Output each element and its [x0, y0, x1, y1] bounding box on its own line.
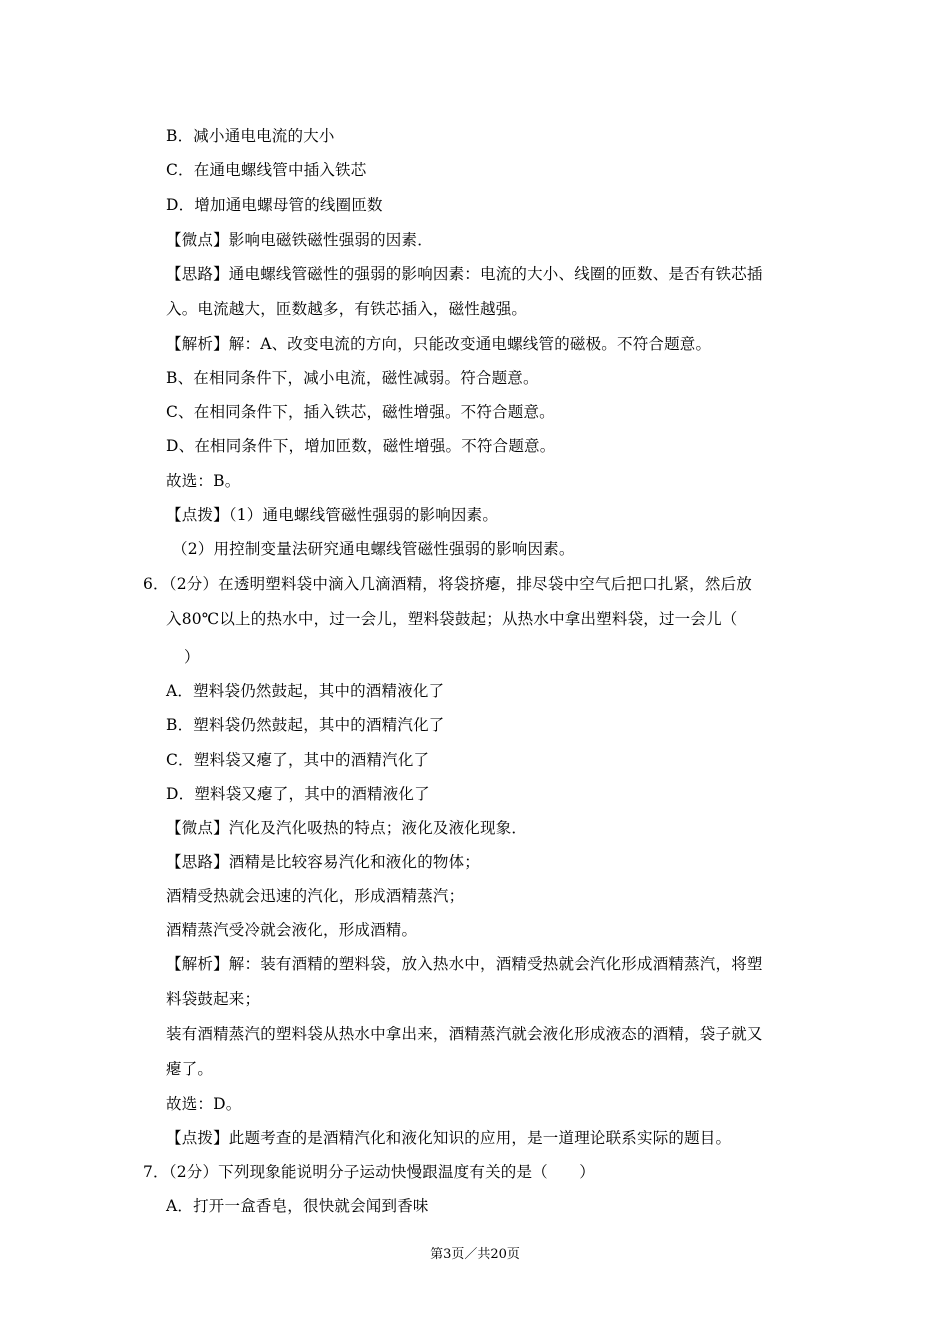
q5-tip-line1: 【点拨】（1）通电螺线管磁性强弱的影响因素。 [166, 506, 499, 524]
q6-stem-line3: ） [184, 648, 200, 666]
q5-analysis-line4: D、在相同条件下，增加匝数，磁性增强。不符合题意。 [166, 437, 556, 455]
q6-topic: 【微点】汽化及汽化吸热的特点；液化及液化现象． [166, 819, 528, 837]
option-d-q6: D．塑料袋又瘪了，其中的酒精液化了 [166, 785, 430, 803]
option-a-q6: A．塑料袋仍然鼓起，其中的酒精液化了 [166, 682, 445, 700]
q5-tip-line2: （2）用控制变量法研究通电螺线管磁性强弱的影响因素。 [172, 540, 575, 558]
q5-analysis-line2: B、在相同条件下，减小电流，磁性减弱。符合题意。 [166, 369, 539, 387]
option-c-q6: C．塑料袋又瘪了，其中的酒精汽化了 [166, 751, 430, 769]
option-b-q6: B．塑料袋仍然鼓起，其中的酒精汽化了 [166, 716, 445, 734]
q5-analysis-line3: C、在相同条件下，插入铁芯，磁性增强。不符合题意。 [166, 403, 555, 421]
q5-idea-line2: 入。电流越大，匝数越多，有铁芯插入，磁性越强。 [166, 300, 528, 318]
q6-analysis-line1: 【解析】解：装有酒精的塑料袋，放入热水中，酒精受热就会汽化形成酒精蒸汽，将塑 [166, 955, 763, 973]
q7-stem: 7．（2分）下列现象能说明分子运动快慢跟温度有关的是（ ） [143, 1163, 595, 1181]
q6-idea-line1: 【思路】酒精是比较容易汽化和液化的物体； [166, 853, 481, 871]
q6-analysis-line4: 瘪了。 [166, 1060, 214, 1078]
q6-stem-line2: 入80℃以上的热水中，过一会儿，塑料袋鼓起；从热水中拿出塑料袋，过一会儿（ [166, 610, 738, 628]
option-d-q5: D．增加通电螺母管的线圈匝数 [166, 196, 383, 214]
q6-analysis-line2: 料袋鼓起来； [166, 990, 261, 1008]
option-b-q5: B．减小通电电流的大小 [166, 127, 335, 145]
q6-idea-line2: 酒精受热就会迅速的汽化，形成酒精蒸汽； [166, 887, 465, 905]
q5-idea-line1: 【思路】通电螺线管磁性的强弱的影响因素：电流的大小、线圈的匝数、是否有铁芯插 [166, 265, 763, 283]
page-footer: 第3页／共20页 [430, 1247, 520, 1262]
q6-answer: 故选：D。 [166, 1095, 242, 1113]
option-a-q7: A．打开一盒香皂，很快就会闻到香味 [166, 1197, 429, 1215]
q5-topic: 【微点】影响电磁铁磁性强弱的因素． [166, 231, 433, 249]
q6-tip: 【点拨】此题考查的是酒精汽化和液化知识的应用，是一道理论联系实际的题目。 [166, 1129, 732, 1147]
q6-stem-line1: 6．（2分）在透明塑料袋中滴入几滴酒精，将袋挤瘪，排尽袋中空气后把口扎紧，然后放 [143, 575, 752, 593]
q5-answer: 故选：B。 [166, 472, 241, 490]
q5-analysis-line1: 【解析】解：A、改变电流的方向，只能改变通电螺线管的磁极。不符合题意。 [166, 335, 712, 353]
q6-idea-line3: 酒精蒸汽受冷就会液化，形成酒精。 [166, 921, 418, 939]
q6-analysis-line3: 装有酒精蒸汽的塑料袋从热水中拿出来，酒精蒸汽就会液化形成液态的酒精，袋子就又 [166, 1025, 763, 1043]
option-c-q5: C．在通电螺线管中插入铁芯 [166, 161, 367, 179]
